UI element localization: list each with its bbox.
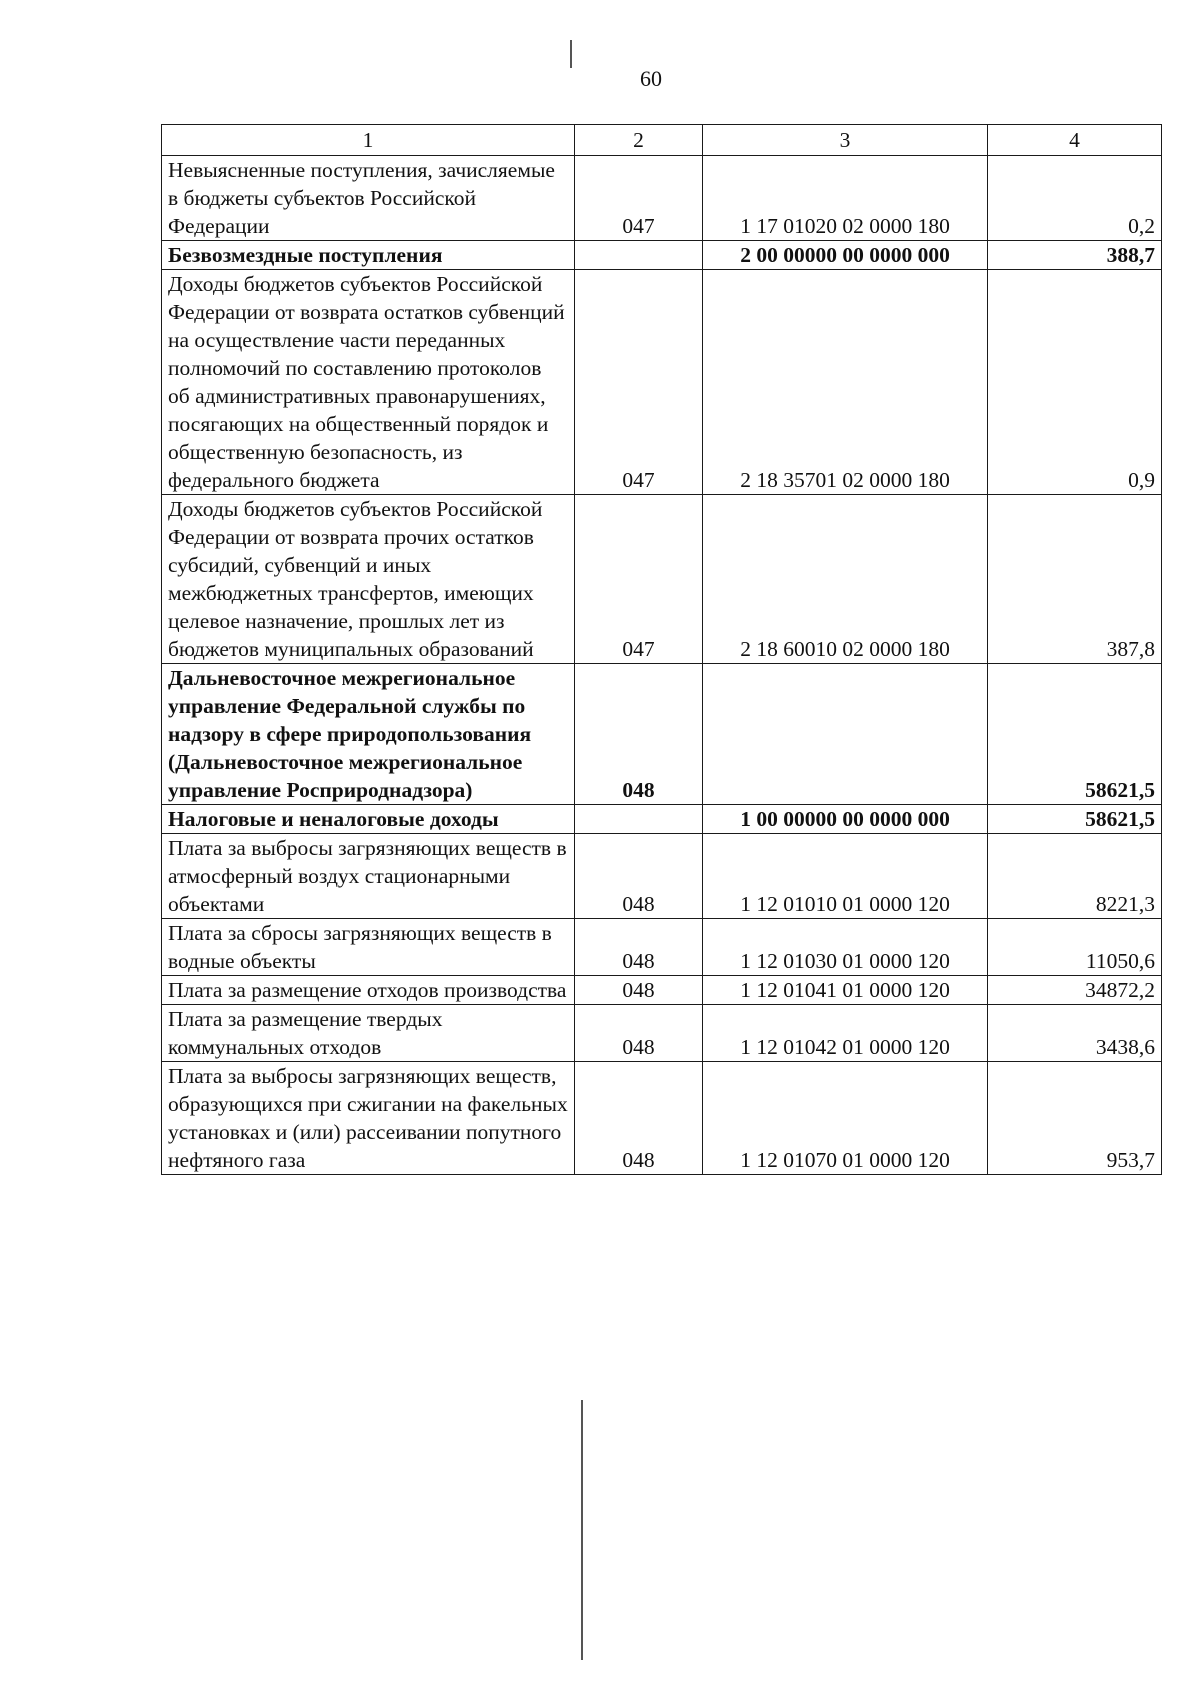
budget-revenue-table	[161, 124, 1162, 1175]
admin-code-cell: 048	[575, 834, 703, 919]
revenue-code-cell: 1 12 01070 01 0000 120	[703, 1062, 988, 1175]
name-cell: Доходы бюджетов субъектов Российской Федерации от возврата прочих остатков субсидий, субвенций и иных межбюджетных трансфертов, имеющих целевое назначение, прошлых лет из бюджетов муниципальных образований	[162, 495, 575, 664]
admin-code-cell: 048	[575, 1062, 703, 1175]
scan-fold-mark	[581, 1400, 583, 1660]
amount-cell: 0,2	[988, 156, 1162, 241]
table-body	[162, 156, 1162, 1175]
amount-cell: 3438,6	[988, 1005, 1162, 1062]
page-number: 60	[640, 66, 662, 91]
column-header-3: 3	[703, 125, 988, 156]
table-row	[162, 270, 1162, 495]
column-header-1: 1	[162, 125, 575, 156]
revenue-code-cell: 1 17 01020 02 0000 180	[703, 156, 988, 241]
name-cell: Налоговые и неналоговые доходы	[162, 805, 575, 834]
scan-fold-mark	[570, 40, 572, 68]
amount-cell: 34872,2	[988, 976, 1162, 1005]
amount-cell: 387,8	[988, 495, 1162, 664]
column-header-4: 4	[988, 125, 1162, 156]
revenue-code-cell	[703, 664, 988, 805]
admin-code-cell: 048	[575, 976, 703, 1005]
amount-cell: 953,7	[988, 1062, 1162, 1175]
revenue-code-cell: 1 00 00000 00 0000 000	[703, 805, 988, 834]
name-cell: Плата за размещение отходов производства	[162, 976, 575, 1005]
table-row	[162, 919, 1162, 976]
column-number-row	[162, 125, 1162, 156]
admin-code-cell: 047	[575, 156, 703, 241]
amount-cell: 8221,3	[988, 834, 1162, 919]
table-row	[162, 976, 1162, 1005]
name-cell: Плата за выбросы загрязняющих веществ, образующихся при сжигании на факельных установках и (или) рассеивании попутного нефтяного газа	[162, 1062, 575, 1175]
admin-code-cell: 048	[575, 1005, 703, 1062]
name-cell: Плата за размещение твердых коммунальных отходов	[162, 1005, 575, 1062]
amount-cell: 388,7	[988, 241, 1162, 270]
column-header-2: 2	[575, 125, 703, 156]
table-row	[162, 156, 1162, 241]
name-cell: Безвозмездные поступления	[162, 241, 575, 270]
admin-code-cell: 047	[575, 495, 703, 664]
table-row	[162, 664, 1162, 805]
revenue-code-cell: 2 18 35701 02 0000 180	[703, 270, 988, 495]
name-cell: Плата за выбросы загрязняющих веществ в атмосферный воздух стационарными объектами	[162, 834, 575, 919]
revenue-code-cell: 1 12 01030 01 0000 120	[703, 919, 988, 976]
revenue-code-cell: 1 12 01042 01 0000 120	[703, 1005, 988, 1062]
name-cell: Доходы бюджетов субъектов Российской Федерации от возврата остатков субвенций на осуществление части переданных полномочий по составлению протоколов об административных правонарушениях, посягающих на общественный порядок и общественную безопасность, из федерального бюджета	[162, 270, 575, 495]
revenue-code-cell: 1 12 01041 01 0000 120	[703, 976, 988, 1005]
amount-cell: 0,9	[988, 270, 1162, 495]
name-cell: Дальневосточное межрегиональное управление Федеральной службы по надзору в сфере природопользования (Дальневосточное межрегиональное управление Росприроднадзора)	[162, 664, 575, 805]
table-row	[162, 1062, 1162, 1175]
admin-code-cell	[575, 805, 703, 834]
table-row	[162, 1005, 1162, 1062]
admin-code-cell: 048	[575, 919, 703, 976]
admin-code-cell: 047	[575, 270, 703, 495]
amount-cell: 11050,6	[988, 919, 1162, 976]
name-cell: Невыясненные поступления, зачисляемые в бюджеты субъектов Российской Федерации	[162, 156, 575, 241]
admin-code-cell: 048	[575, 664, 703, 805]
admin-code-cell	[575, 241, 703, 270]
name-cell: Плата за сбросы загрязняющих веществ в водные объекты	[162, 919, 575, 976]
revenue-code-cell: 2 18 60010 02 0000 180	[703, 495, 988, 664]
revenue-code-cell: 1 12 01010 01 0000 120	[703, 834, 988, 919]
table-row	[162, 805, 1162, 834]
amount-cell: 58621,5	[988, 805, 1162, 834]
amount-cell: 58621,5	[988, 664, 1162, 805]
table-row	[162, 241, 1162, 270]
table-row	[162, 834, 1162, 919]
revenue-code-cell: 2 00 00000 00 0000 000	[703, 241, 988, 270]
table-row	[162, 495, 1162, 664]
